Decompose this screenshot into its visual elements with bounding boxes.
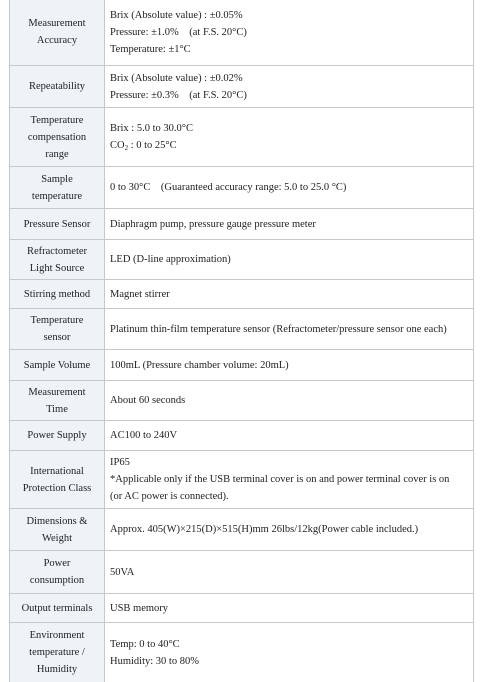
row-label-environment-temperature-humidity — [10, 623, 105, 682]
table-row — [10, 209, 474, 240]
row-value-line: LED (D-line approximation) — [110, 254, 231, 265]
row-label-line: Weight — [41, 532, 73, 544]
co2-suffix: : 0 to 25°C — [128, 140, 177, 151]
row-value-international-protection-class — [105, 451, 474, 509]
row-value-line: 50VA — [110, 566, 135, 578]
row-value-line: Pressure: ±1.0% (at F.S. 20°C) — [110, 26, 247, 38]
row-label-line: Stirring method — [23, 288, 91, 300]
row-label-repeatability — [10, 66, 105, 108]
row-value-line: USB memory — [110, 602, 169, 614]
table-row — [10, 551, 474, 594]
table-row — [10, 509, 474, 551]
row-label-line: Power Supply — [27, 430, 87, 441]
row-value-sample-volume — [105, 350, 474, 381]
row-value-line: 100mL (Pressure chamber volume: 20mL) — [110, 359, 289, 371]
table-row — [10, 381, 474, 421]
row-label-line: Power — [43, 558, 71, 569]
row-label-international-protection-class — [10, 451, 105, 509]
row-label-measurement-time — [10, 381, 105, 421]
row-value-pressure-sensor — [105, 209, 474, 240]
row-value-line: *Applicable only if the USB terminal cover is on and power terminal cover is on — [110, 474, 450, 485]
row-value-line: (or AC power is connected). — [110, 491, 229, 502]
row-label-output-terminals — [10, 594, 105, 623]
row-label-line: Humidity — [36, 664, 78, 675]
table-row — [10, 623, 474, 682]
row-value-output-terminals — [105, 594, 474, 623]
row-label-line: Light Source — [29, 262, 85, 274]
row-value-line: Approx. 405(W)×215(D)×515(H)mm 26lbs/12kg(Power cable included.) — [110, 524, 419, 535]
row-label-line: Dimensions & — [26, 515, 88, 527]
row-value-line: 0 to 30°C (Guaranteed accuracy range: 5.0 to 25.0 °C) — [110, 182, 347, 193]
row-value-line: Brix (Absolute value) : ±0.02% — [110, 72, 243, 84]
row-label-dimensions-weight — [10, 509, 105, 551]
row-value-power-consumption — [105, 551, 474, 594]
row-label-line: Refractometer — [26, 245, 88, 257]
row-value-repeatability — [105, 66, 474, 108]
row-value-co2-line — [110, 137, 468, 154]
row-label-temperature-compensation-range — [10, 108, 105, 167]
row-value-power-supply — [105, 421, 474, 451]
row-value-line: Platinum thin-film temperature sensor (Refractometer/pressure sensor one each) — [110, 323, 447, 335]
row-value-sample-temperature — [105, 167, 474, 209]
row-value-line: Brix : 5.0 to 30.0°C — [110, 123, 193, 134]
row-value-line: AC100 to 240V — [110, 430, 178, 441]
row-label-power-supply — [10, 421, 105, 451]
table-row — [10, 280, 474, 309]
row-label-pressure-sensor — [10, 209, 105, 240]
row-value-environment-temperature-humidity — [105, 623, 474, 682]
co2-prefix: CO — [110, 140, 125, 151]
row-label-power-consumption — [10, 551, 105, 594]
row-label-line: Sample — [41, 173, 73, 185]
row-label-measurement-accuracy — [10, 0, 105, 66]
row-value-line: Temp: 0 to 40°C — [110, 638, 180, 650]
table-row — [10, 594, 474, 623]
row-label-sample-temperature — [10, 167, 105, 209]
table-row — [10, 66, 474, 108]
row-label-line: Protection Class — [22, 482, 92, 494]
row-label-line: Time — [46, 403, 68, 415]
table-row — [10, 421, 474, 451]
row-label-refractometer-light-source — [10, 240, 105, 280]
row-label-line: Sample Volume — [23, 359, 91, 371]
table-row — [10, 350, 474, 381]
table-row — [10, 0, 474, 66]
table-row — [10, 108, 474, 167]
row-value-stirring-method — [105, 280, 474, 309]
row-label-sample-volume — [10, 350, 105, 381]
row-value-line: Brix (Absolute value) : ±0.05% — [110, 9, 243, 21]
row-label-stirring-method — [10, 280, 105, 309]
row-label-line: Output terminals — [21, 602, 93, 614]
row-value-line: Temperature: ±1°C — [110, 43, 191, 55]
row-value-line: Magnet stirrer — [110, 288, 170, 300]
table-row — [10, 240, 474, 280]
table-row — [10, 451, 474, 509]
co2-subscript: 2 — [124, 144, 129, 152]
row-label-line: consumption — [29, 575, 85, 586]
row-label-line: temperature / — [29, 647, 85, 658]
row-label-line: Accuracy — [36, 35, 78, 46]
row-label-line: sensor — [43, 332, 71, 343]
row-value-measurement-accuracy — [105, 0, 474, 66]
row-label-line: International — [30, 465, 84, 477]
row-value-measurement-time — [105, 381, 474, 421]
row-value-line: Pressure: ±0.3% (at F.S. 20°C) — [110, 89, 247, 101]
row-value-line: Diaphragm pump, pressure gauge pressure meter — [110, 218, 316, 230]
row-label-line: Temperature — [30, 114, 84, 126]
row-label-line: Measurement — [28, 18, 86, 29]
row-label-line: temperature — [31, 190, 83, 202]
row-label-line: Pressure Sensor — [23, 218, 91, 230]
row-value-line: About 60 seconds — [110, 395, 186, 406]
row-value-temperature-sensor — [105, 309, 474, 350]
row-label-line: Environment — [29, 630, 85, 641]
row-value-temperature-compensation-range — [105, 108, 474, 167]
row-label-line: Temperature — [30, 315, 84, 326]
row-value-line: Humidity: 30 to 80% — [110, 655, 199, 667]
row-label-line: compensation — [27, 131, 87, 143]
specification-table — [9, 0, 474, 682]
table-row — [10, 309, 474, 350]
row-value-refractometer-light-source — [105, 240, 474, 280]
row-value-dimensions-weight — [105, 509, 474, 551]
row-value-line: IP65 — [110, 457, 130, 468]
row-label-temperature-sensor — [10, 309, 105, 350]
row-label-line: Measurement — [28, 386, 86, 398]
row-label-line: Repeatability — [29, 81, 85, 92]
table-row — [10, 167, 474, 209]
row-label-line: range — [45, 148, 69, 160]
